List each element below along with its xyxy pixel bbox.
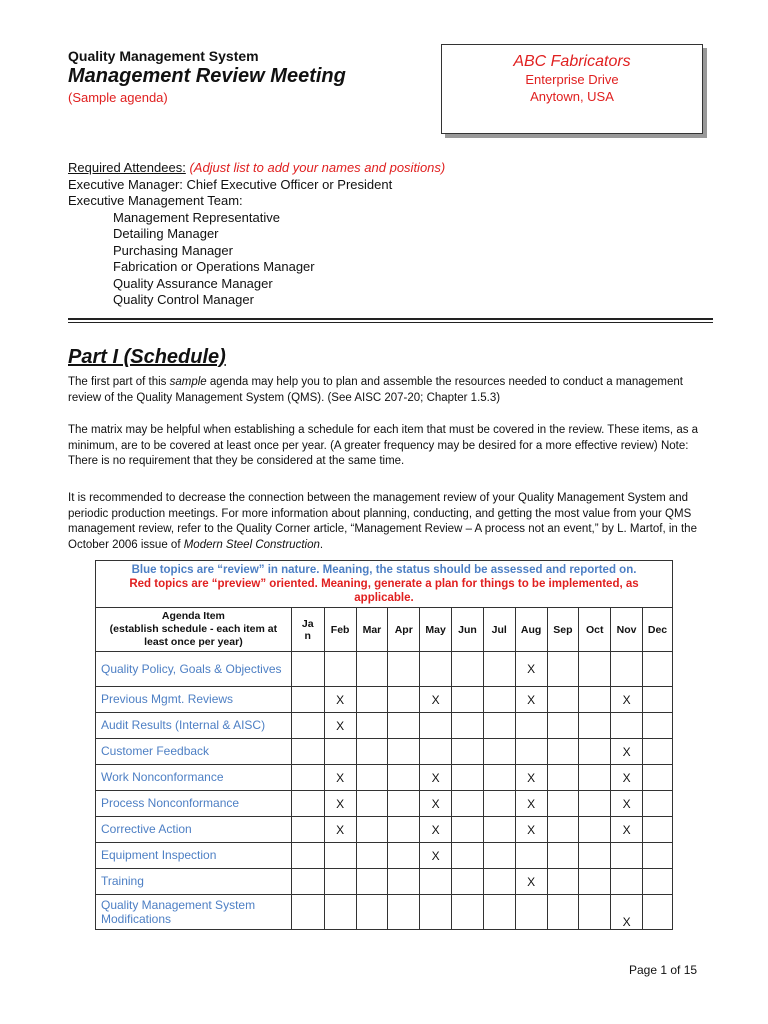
schedule-cell xyxy=(643,869,673,895)
schedule-cell xyxy=(483,687,515,713)
schedule-cell xyxy=(643,713,673,739)
schedule-cell xyxy=(643,843,673,869)
table-row xyxy=(96,713,673,739)
table-row xyxy=(96,652,673,687)
matrix-paragraph: The matrix may be helpful when establishing a schedule for each item that must be covered in the review. These items, as a minimum, are to be covered at least once per year. (A greater frequency may be desired for a more effective review) Note: There is no requirement that they be considered at the same time. xyxy=(68,424,699,467)
schedule-cell xyxy=(483,713,515,739)
schedule-cell xyxy=(356,843,388,869)
schedule-cell xyxy=(515,713,547,739)
schedule-cell xyxy=(579,713,611,739)
table-header-row xyxy=(96,608,673,652)
schedule-cell xyxy=(452,895,484,930)
schedule-cell xyxy=(291,843,324,869)
month-header: Oct xyxy=(579,608,611,652)
schedule-cell xyxy=(579,869,611,895)
schedule-cell xyxy=(579,791,611,817)
schedule-cell xyxy=(452,869,484,895)
schedule-cell xyxy=(579,817,611,843)
schedule-cell xyxy=(420,895,452,930)
attendees-heading xyxy=(68,160,445,177)
schedule-cell xyxy=(483,817,515,843)
month-header: Sep xyxy=(547,608,579,652)
schedule-cell xyxy=(547,687,579,713)
schedule-cell xyxy=(611,869,643,895)
schedule-cell xyxy=(547,652,579,687)
schedule-cell: X xyxy=(324,765,356,791)
schedule-cell xyxy=(483,791,515,817)
schedule-cell xyxy=(547,843,579,869)
schedule-cell: X xyxy=(324,713,356,739)
system-label: Quality Management System xyxy=(68,48,259,64)
schedule-cell xyxy=(452,739,484,765)
table-row xyxy=(96,869,673,895)
schedule-cell: X xyxy=(611,791,643,817)
schedule-cell: X xyxy=(420,817,452,843)
schedule-cell xyxy=(643,791,673,817)
agenda-item: Customer Feedback xyxy=(96,739,292,765)
schedule-cell: X xyxy=(515,817,547,843)
schedule-cell xyxy=(388,713,420,739)
schedule-cell xyxy=(291,895,324,930)
table-row xyxy=(96,765,673,791)
schedule-cell xyxy=(291,765,324,791)
schedule-cell xyxy=(388,765,420,791)
schedule-cell: X xyxy=(515,765,547,791)
table-row xyxy=(96,895,673,930)
schedule-cell xyxy=(643,895,673,930)
schedule-cell xyxy=(452,765,484,791)
agenda-item: Corrective Action xyxy=(96,817,292,843)
schedule-cell xyxy=(291,652,324,687)
schedule-cell xyxy=(643,687,673,713)
schedule-cell xyxy=(515,895,547,930)
schedule-cell xyxy=(611,652,643,687)
schedule-cell xyxy=(420,652,452,687)
schedule-cell xyxy=(291,791,324,817)
month-header: Aug xyxy=(515,608,547,652)
table-row xyxy=(96,843,673,869)
agenda-item: Audit Results (Internal & AISC) xyxy=(96,713,292,739)
month-header: Nov xyxy=(611,608,643,652)
month-header: Jul xyxy=(483,608,515,652)
schedule-cell: X xyxy=(420,791,452,817)
schedule-cell: X xyxy=(611,739,643,765)
team-member: Quality Control Manager xyxy=(113,292,254,307)
schedule-cell xyxy=(388,869,420,895)
table-row xyxy=(96,817,673,843)
schedule-cell xyxy=(420,869,452,895)
schedule-cell: X xyxy=(324,817,356,843)
schedule-cell xyxy=(356,652,388,687)
schedule-cell xyxy=(388,687,420,713)
schedule-cell xyxy=(579,765,611,791)
schedule-cell xyxy=(579,687,611,713)
schedule-cell xyxy=(611,713,643,739)
team-member: Management Representative xyxy=(113,209,280,225)
schedule-cell: X xyxy=(420,765,452,791)
schedule-cell xyxy=(452,791,484,817)
month-header: Ja n xyxy=(291,608,324,652)
schedule-cell: X xyxy=(420,687,452,713)
schedule-cell xyxy=(483,739,515,765)
schedule-cell xyxy=(388,817,420,843)
month-header: Feb xyxy=(324,608,356,652)
schedule-cell xyxy=(356,739,388,765)
schedule-cell xyxy=(420,713,452,739)
schedule-table xyxy=(95,560,673,930)
section-divider-thin xyxy=(68,322,713,323)
schedule-cell: X xyxy=(611,817,643,843)
page-number: Page 1 of 15 xyxy=(629,963,698,977)
team-member: Quality Assurance Manager xyxy=(113,275,273,291)
company-street: Enterprise Drive xyxy=(525,72,619,87)
schedule-cell xyxy=(324,843,356,869)
month-header: Jun xyxy=(452,608,484,652)
legend-review: Blue topics are “review” in nature. Meaning, the status should be assessed and reported on. xyxy=(131,564,637,576)
schedule-cell xyxy=(579,895,611,930)
schedule-cell xyxy=(611,843,643,869)
schedule-cell: X xyxy=(611,687,643,713)
schedule-cell: X xyxy=(515,652,547,687)
table-row xyxy=(96,791,673,817)
document-subtitle: (Sample agenda) xyxy=(68,90,168,105)
table-row xyxy=(96,687,673,713)
agenda-item: Work Nonconformance xyxy=(96,765,292,791)
schedule-cell xyxy=(452,817,484,843)
agenda-item: Quality Management System Modifications xyxy=(96,895,292,930)
document-header xyxy=(68,48,346,105)
schedule-cell: X xyxy=(611,765,643,791)
schedule-cell xyxy=(452,843,484,869)
team-label: Executive Management Team: xyxy=(68,193,243,208)
schedule-cell xyxy=(547,817,579,843)
schedule-cell xyxy=(579,652,611,687)
schedule-cell xyxy=(452,652,484,687)
agenda-item: Previous Mgmt. Reviews xyxy=(96,687,292,713)
schedule-cell xyxy=(420,739,452,765)
agenda-item: Equipment Inspection xyxy=(96,843,292,869)
month-header: Apr xyxy=(388,608,420,652)
month-header: Dec xyxy=(643,608,673,652)
schedule-cell xyxy=(388,791,420,817)
schedule-cell xyxy=(515,739,547,765)
schedule-cell xyxy=(388,652,420,687)
schedule-cell xyxy=(483,869,515,895)
agenda-item: Quality Policy, Goals & Objectives xyxy=(96,652,292,687)
team-member: Detailing Manager xyxy=(113,226,219,241)
agenda-item: Training xyxy=(96,869,292,895)
schedule-cell: X xyxy=(515,687,547,713)
schedule-cell xyxy=(579,843,611,869)
schedule-cell xyxy=(483,895,515,930)
attendees-label: Required Attendees: xyxy=(68,160,186,175)
schedule-cell: X xyxy=(515,869,547,895)
schedule-cell xyxy=(291,739,324,765)
document-title: Management Review Meeting xyxy=(68,65,346,87)
agenda-item-header: Agenda Item (establish schedule - each item at least once per year) xyxy=(96,608,292,652)
schedule-cell: X xyxy=(324,791,356,817)
schedule-cell xyxy=(324,652,356,687)
schedule-cell xyxy=(324,869,356,895)
section-divider xyxy=(68,318,713,320)
team-member: Purchasing Manager xyxy=(113,242,233,258)
schedule-cell xyxy=(643,739,673,765)
schedule-cell xyxy=(515,843,547,869)
schedule-cell xyxy=(388,739,420,765)
part-title: Part I (Schedule) xyxy=(68,346,226,368)
attendees-note: (Adjust list to add your names and positions) xyxy=(189,160,446,175)
schedule-cell xyxy=(452,713,484,739)
schedule-cell xyxy=(291,869,324,895)
recommendation-paragraph: It is recommended to decrease the connection between the management review of your Quality Management System and periodic production meetings. For more information about planning, conducting, and getting the most value from your QMS management review, refer to the Quality Corner article, “Management Review – A process not an event,” by L. Martof, in the October 2006 issue of Modern Steel Construction. xyxy=(68,492,697,551)
schedule-cell xyxy=(547,765,579,791)
month-header: May xyxy=(420,608,452,652)
schedule-cell xyxy=(483,652,515,687)
schedule-cell xyxy=(291,687,324,713)
schedule-cell xyxy=(643,652,673,687)
schedule-cell xyxy=(324,895,356,930)
legend-preview: Red topics are “preview” oriented. Meaning, generate a plan for things to be implemented, as applicable. xyxy=(129,578,639,604)
schedule-cell xyxy=(547,713,579,739)
schedule-cell: X xyxy=(515,791,547,817)
executive-manager: Executive Manager: Chief Executive Officer or President xyxy=(68,176,393,192)
schedule-cell xyxy=(356,791,388,817)
company-name: ABC Fabricators xyxy=(513,53,631,70)
schedule-cell xyxy=(356,765,388,791)
schedule-cell xyxy=(356,895,388,930)
schedule-cell: X xyxy=(324,687,356,713)
agenda-item: Process Nonconformance xyxy=(96,791,292,817)
schedule-cell xyxy=(388,895,420,930)
schedule-cell xyxy=(388,843,420,869)
table-legend xyxy=(96,561,673,608)
schedule-cell xyxy=(547,869,579,895)
schedule-cell xyxy=(579,739,611,765)
schedule-cell xyxy=(452,687,484,713)
team-member: Fabrication or Operations Manager xyxy=(113,259,315,274)
schedule-cell xyxy=(547,791,579,817)
month-header: Mar xyxy=(356,608,388,652)
company-address-box xyxy=(441,44,703,134)
schedule-cell xyxy=(547,895,579,930)
schedule-cell xyxy=(483,843,515,869)
schedule-cell xyxy=(356,713,388,739)
schedule-cell xyxy=(356,687,388,713)
schedule-cell xyxy=(547,739,579,765)
attendees-section xyxy=(68,160,445,309)
schedule-cell xyxy=(291,817,324,843)
schedule-cell xyxy=(643,817,673,843)
schedule-cell xyxy=(356,817,388,843)
schedule-cell xyxy=(483,765,515,791)
schedule-cell: X xyxy=(420,843,452,869)
table-row xyxy=(96,739,673,765)
schedule-cell xyxy=(356,869,388,895)
company-city: Anytown, USA xyxy=(530,89,614,104)
schedule-cell: X xyxy=(611,895,643,930)
schedule-cell xyxy=(643,765,673,791)
intro-paragraph: The first part of this sample agenda may help you to plan and assemble the resources needed to conduct a management review of the Quality Management System (QMS). (See AISC 207-20; Chapter 1.5.3) xyxy=(68,376,683,404)
schedule-cell xyxy=(324,739,356,765)
schedule-cell xyxy=(291,713,324,739)
